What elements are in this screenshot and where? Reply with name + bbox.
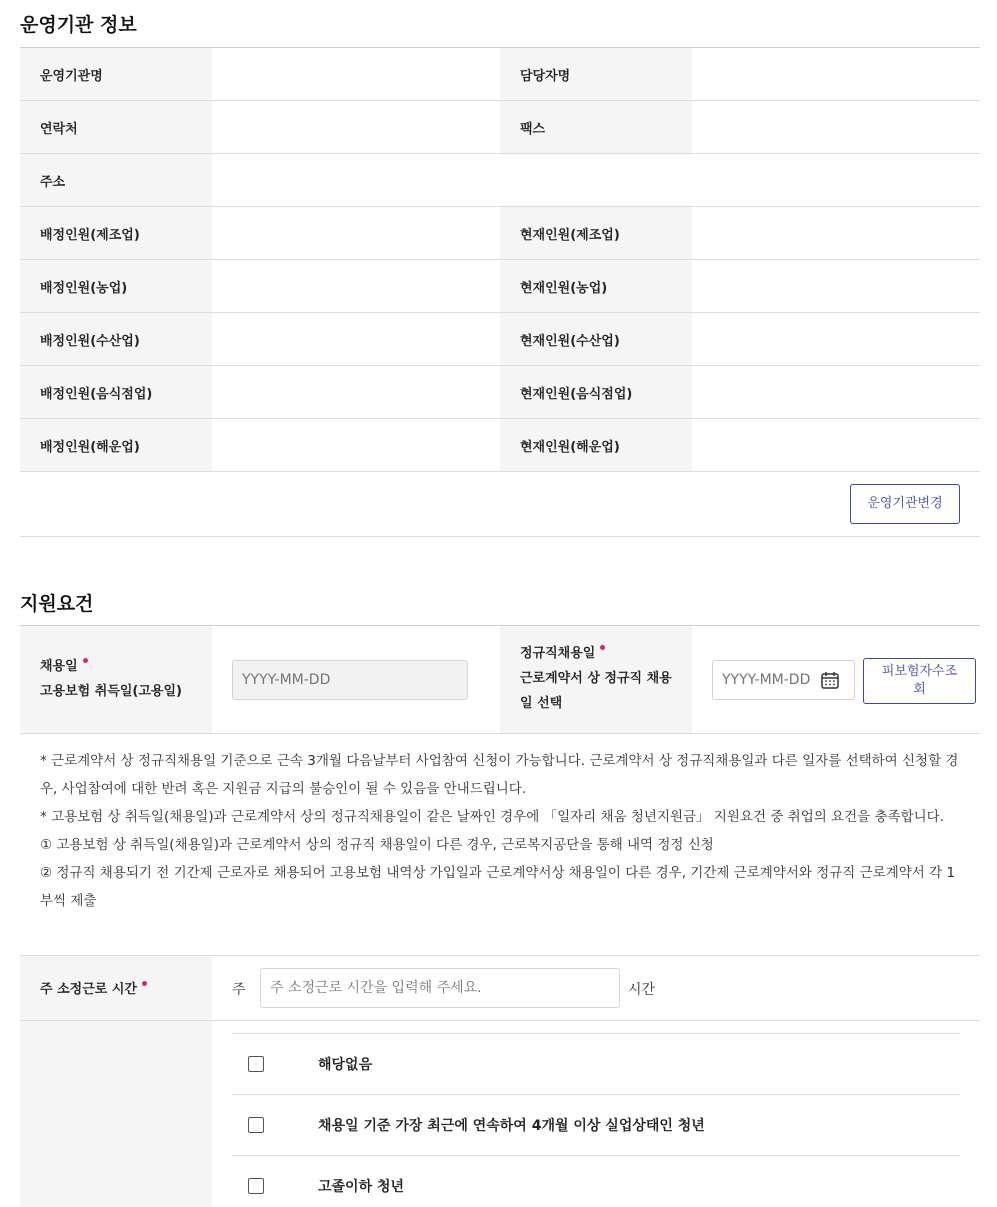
table-row xyxy=(20,154,980,207)
current-fishery-value xyxy=(692,313,980,365)
reg-label-3: 일 선택 xyxy=(520,695,563,711)
weekly-hours-input[interactable] xyxy=(260,968,620,1008)
address-value xyxy=(212,154,980,206)
hire-date-label xyxy=(20,626,212,733)
table-row xyxy=(20,260,980,313)
current-restaurant-label: 현재인원(음식점업) xyxy=(500,366,692,418)
table-row xyxy=(20,419,980,472)
regular-hire-date-label xyxy=(500,626,692,733)
list-item[interactable] xyxy=(232,1094,960,1155)
assigned-manufacturing-value xyxy=(212,207,500,259)
requirements-section-title: 지원요건 xyxy=(20,593,94,615)
current-manufacturing-label: 현재인원(제조업) xyxy=(500,207,692,259)
table-row xyxy=(20,313,980,366)
required-dot xyxy=(600,645,605,650)
address-label: 주소 xyxy=(20,154,212,206)
calendar-icon[interactable] xyxy=(820,670,840,690)
assigned-fishery-label: 배정인원(수산업) xyxy=(20,313,212,365)
hire-date-input[interactable] xyxy=(232,660,468,700)
table-row xyxy=(20,48,980,101)
table-row xyxy=(20,366,980,419)
manager-name-value xyxy=(692,48,980,100)
lookup-button-text xyxy=(882,663,957,698)
current-shipping-value xyxy=(692,419,980,471)
required-dot xyxy=(142,981,147,986)
assigned-agriculture-label: 배정인원(농업) xyxy=(20,260,212,312)
current-restaurant-value xyxy=(692,366,980,418)
eligibility-checklist-row xyxy=(20,1021,980,1207)
lookup-line-1: 피보험자수조 xyxy=(881,664,958,680)
assigned-restaurant-label: 배정인원(음식점업) xyxy=(20,366,212,418)
current-agriculture-label: 현재인원(농업) xyxy=(500,260,692,312)
assigned-restaurant-value xyxy=(212,366,500,418)
weekly-hours-cell xyxy=(212,956,980,1020)
reg-label-1: 정규직채용일 xyxy=(520,646,596,662)
hours-label-text: 주 소정근로 시간 xyxy=(40,982,137,997)
current-fishery-label: 현재인원(수산업) xyxy=(500,313,692,365)
regular-hire-label-line xyxy=(520,642,672,667)
notice-line: ① 고용보험 상 취득일(채용일)과 근로계약서 상의 정규직 채용일이 다른 경우, 근로복지공단을 통해 내역 정정 신청 xyxy=(40,837,714,853)
hire-date-label-line xyxy=(40,655,182,680)
assigned-shipping-label: 배정인원(해운업) xyxy=(20,419,212,471)
org-name-value xyxy=(212,48,500,100)
change-org-button[interactable]: 운영기관변경 xyxy=(850,484,960,524)
checkbox-label: 해당없음 xyxy=(318,1057,373,1073)
manager-name-label: 담당자명 xyxy=(500,48,692,100)
table-row xyxy=(20,207,980,260)
hire-label-1: 채용일 xyxy=(40,658,78,674)
fax-value xyxy=(692,101,980,153)
notice-line: * 고용보험 상 취득일(채용일)과 근로계약서 상의 정규직채용일이 같은 날짜인 경우에 「일자리 채움 청년지원금」 지원요건 중 취업의 요건을 충족합니다. xyxy=(40,809,944,825)
contact-label: 연락처 xyxy=(20,101,212,153)
list-item[interactable] xyxy=(232,1033,960,1094)
hire-date-row xyxy=(20,625,980,734)
table-row xyxy=(20,101,980,154)
current-agriculture-value xyxy=(692,260,980,312)
notice-line: ② 정규직 채용되기 전 기간제 근로자로 채용되어 고용보험 내역상 가입일과 근로계약서상 채용일이 다른 경우, 기간제 근로계약서와 정규직 근로계약서 각 1부씩 제출 xyxy=(40,865,956,909)
checkbox[interactable] xyxy=(248,1178,264,1194)
fax-label: 팩스 xyxy=(500,101,692,153)
weekly-hours-label xyxy=(20,956,212,1020)
reg-label-2: 근로계약서 상 정규직 채용 xyxy=(520,671,672,687)
checklist-label-cell xyxy=(20,1021,212,1207)
weekly-hours-row xyxy=(20,955,980,1021)
checkbox-label: 고졸이하 청년 xyxy=(318,1179,405,1195)
required-dot xyxy=(83,658,88,663)
assigned-manufacturing-label: 배정인원(제조업) xyxy=(20,207,212,259)
lookup-line-2: 회 xyxy=(913,682,926,697)
hours-prefix: 주 xyxy=(232,982,246,998)
assigned-shipping-value xyxy=(212,419,500,471)
assigned-fishery-value xyxy=(212,313,500,365)
org-section-title: 운영기관 정보 xyxy=(20,14,137,36)
insured-count-lookup-button[interactable] xyxy=(863,658,976,704)
current-manufacturing-value xyxy=(692,207,980,259)
current-shipping-label: 현재인원(해운업) xyxy=(500,419,692,471)
notice-line: * 근로계약서 상 정규직채용일 기준으로 근속 3개월 다음날부터 사업참여 신청이 가능합니다. 근로계약서 상 정규직채용일과 다른 일자를 선택하여 신청할 경우, 사업참여에 대한 반려 혹은 지원금 지급의 불승인이 될 수 있음을 안내드립니다. xyxy=(40,753,959,797)
hire-label-2: 고용보험 취득일(고용일) xyxy=(40,683,182,699)
hours-suffix: 시간 xyxy=(628,982,656,998)
contact-value xyxy=(212,101,500,153)
checkbox[interactable] xyxy=(248,1117,264,1133)
org-name-label: 운영기관명 xyxy=(20,48,212,100)
checklist xyxy=(212,1021,980,1207)
org-change-bar xyxy=(20,472,980,537)
checkbox[interactable] xyxy=(248,1056,264,1072)
org-info-table xyxy=(20,47,980,472)
notice-text xyxy=(40,747,965,915)
checkbox-label: 채용일 기준 가장 최근에 연속하여 4개월 이상 실업상태인 청년 xyxy=(318,1118,705,1134)
list-item[interactable] xyxy=(232,1155,960,1207)
assigned-agriculture-value xyxy=(212,260,500,312)
